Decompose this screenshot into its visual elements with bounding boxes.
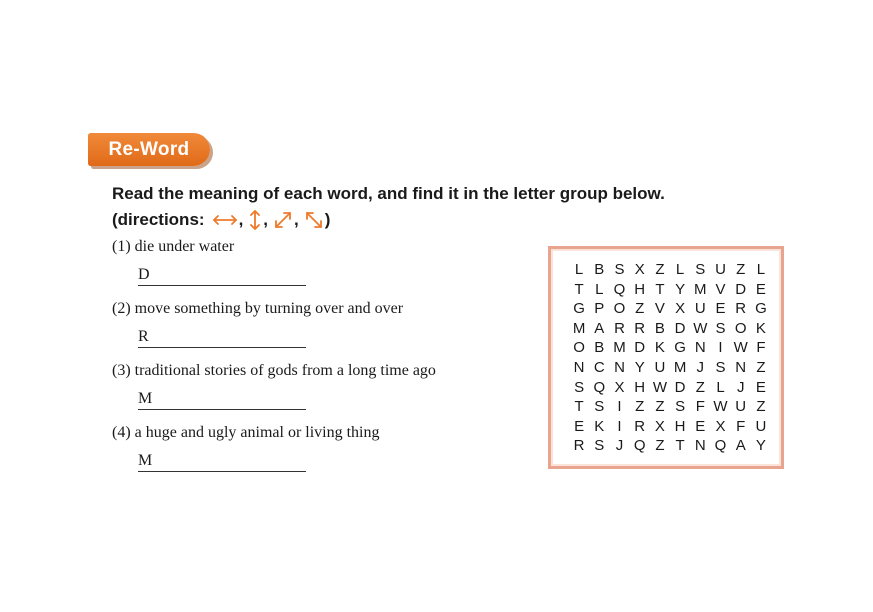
grid-letter[interactable]: V bbox=[715, 280, 726, 298]
grid-letter[interactable]: X bbox=[675, 300, 686, 318]
grid-letter[interactable]: H bbox=[634, 378, 646, 396]
grid-letter[interactable]: N bbox=[694, 339, 706, 357]
grid-letter[interactable]: D bbox=[634, 339, 646, 357]
grid-letter[interactable]: J bbox=[696, 358, 705, 376]
grid-letter[interactable]: R bbox=[735, 300, 747, 318]
grid-letter[interactable]: K bbox=[654, 339, 665, 357]
question-3: (3) traditional stories of gods from a long time ago bbox=[112, 362, 436, 379]
grid-letter[interactable]: Q bbox=[714, 437, 727, 455]
grid-letter[interactable]: I bbox=[718, 339, 723, 357]
grid-letter[interactable]: L bbox=[716, 378, 725, 396]
grid-letter[interactable]: T bbox=[574, 280, 584, 298]
grid-letter[interactable]: I bbox=[617, 417, 622, 435]
grid-letter[interactable]: D bbox=[735, 280, 747, 298]
grid-letter[interactable]: L bbox=[756, 261, 766, 278]
directions-separator: , bbox=[263, 210, 269, 229]
letter-grid bbox=[569, 260, 771, 456]
directions-suffix: ) bbox=[324, 210, 331, 229]
grid-letter[interactable]: N bbox=[573, 358, 585, 376]
grid-letter[interactable]: X bbox=[715, 417, 726, 435]
grid-letter[interactable]: Z bbox=[635, 300, 645, 318]
grid-letter[interactable]: H bbox=[674, 417, 686, 435]
grid-letter[interactable]: N bbox=[735, 358, 747, 376]
grid-letter[interactable]: U bbox=[694, 300, 706, 318]
grid-letter[interactable]: K bbox=[594, 417, 605, 435]
grid-letter[interactable]: A bbox=[594, 319, 605, 337]
grid-letter[interactable]: V bbox=[654, 300, 665, 318]
grid-letter[interactable]: R bbox=[634, 319, 646, 337]
grid-letter[interactable]: F bbox=[736, 417, 746, 435]
question-1: (1) die under water bbox=[112, 238, 235, 255]
grid-letter[interactable]: A bbox=[735, 437, 746, 455]
grid-letter[interactable]: E bbox=[715, 300, 726, 318]
grid-letter[interactable]: G bbox=[755, 300, 767, 318]
grid-letter[interactable]: Z bbox=[655, 437, 665, 455]
question-2: (2) move something by turning over and over bbox=[112, 300, 404, 317]
grid-letter[interactable]: S bbox=[715, 358, 726, 376]
grid-letter[interactable]: S bbox=[574, 378, 585, 396]
directions-separator: , bbox=[238, 210, 244, 229]
grid-letter[interactable]: Z bbox=[736, 261, 746, 278]
grid-letter[interactable]: O bbox=[734, 319, 747, 337]
grid-letter[interactable]: F bbox=[756, 339, 766, 357]
grid-letter[interactable]: O bbox=[613, 300, 626, 318]
diagonal-down-arrow-icon bbox=[304, 210, 324, 230]
grid-letter[interactable]: D bbox=[674, 378, 686, 396]
directions-separator: , bbox=[294, 210, 299, 229]
grid-letter[interactable]: Z bbox=[635, 398, 645, 416]
grid-letter[interactable]: U bbox=[654, 358, 666, 376]
grid-letter[interactable]: L bbox=[574, 261, 584, 278]
grid-letter[interactable]: S bbox=[715, 319, 726, 337]
grid-letter[interactable]: R bbox=[614, 319, 625, 337]
directions-line bbox=[112, 208, 330, 232]
grid-letter[interactable]: J bbox=[736, 378, 745, 396]
grid-letter[interactable]: W bbox=[733, 339, 748, 357]
grid-letter[interactable]: N bbox=[694, 437, 706, 455]
grid-letter[interactable]: R bbox=[634, 417, 646, 435]
grid-letter[interactable]: B bbox=[594, 339, 605, 357]
letter-grid-box bbox=[548, 246, 784, 469]
grid-letter[interactable]: G bbox=[573, 300, 585, 318]
grid-letter[interactable]: E bbox=[755, 280, 766, 298]
grid-letter[interactable]: X bbox=[614, 378, 625, 396]
horizontal-arrow-icon bbox=[212, 213, 238, 227]
grid-letter[interactable]: Z bbox=[695, 378, 705, 396]
grid-letter[interactable]: L bbox=[675, 261, 685, 278]
grid-letter[interactable]: H bbox=[634, 280, 646, 298]
grid-letter[interactable]: Q bbox=[633, 437, 646, 455]
grid-letter[interactable]: I bbox=[617, 398, 622, 416]
grid-letter[interactable]: Y bbox=[755, 437, 766, 455]
grid-letter[interactable]: O bbox=[573, 339, 585, 357]
grid-letter[interactable]: C bbox=[593, 358, 605, 376]
grid-letter[interactable]: Y bbox=[675, 280, 686, 298]
answer-blank-4[interactable]: M bbox=[138, 451, 306, 472]
re-word-badge: Re-Word bbox=[88, 133, 210, 166]
question-4: (4) a huge and ugly animal or living thing bbox=[112, 424, 380, 441]
grid-letter[interactable]: S bbox=[614, 261, 625, 278]
grid-letter[interactable]: X bbox=[654, 417, 665, 435]
grid-letter[interactable]: M bbox=[613, 339, 626, 357]
grid-letter[interactable]: L bbox=[595, 280, 604, 298]
grid-letter[interactable]: E bbox=[574, 417, 585, 435]
grid-letter[interactable]: U bbox=[755, 417, 767, 435]
grid-letter[interactable]: M bbox=[673, 358, 687, 376]
grid-letter[interactable]: S bbox=[594, 437, 605, 455]
answer-blank-2[interactable]: R bbox=[138, 327, 306, 348]
instruction-text: Read the meaning of each word, and find it in the letter group below. bbox=[112, 184, 665, 203]
grid-letter[interactable]: E bbox=[695, 417, 706, 435]
grid-letter[interactable]: M bbox=[572, 319, 586, 337]
grid-letter[interactable]: T bbox=[675, 437, 685, 455]
grid-letter[interactable]: R bbox=[573, 437, 585, 455]
grid-letter[interactable]: T bbox=[655, 280, 665, 298]
grid-letter[interactable]: B bbox=[654, 319, 665, 337]
diagonal-up-arrow-icon bbox=[273, 210, 293, 230]
answer-blank-1[interactable]: D bbox=[138, 265, 306, 286]
grid-letter[interactable]: E bbox=[755, 378, 766, 396]
directions-prefix: (directions: bbox=[112, 210, 205, 229]
grid-letter[interactable]: J bbox=[615, 437, 624, 455]
grid-letter[interactable]: S bbox=[675, 398, 686, 416]
grid-letter[interactable]: U bbox=[735, 398, 747, 416]
grid-letter[interactable]: Z bbox=[655, 398, 665, 416]
grid-letter[interactable]: F bbox=[695, 398, 705, 416]
grid-letter[interactable]: W bbox=[713, 398, 728, 416]
grid-letter[interactable]: X bbox=[634, 261, 645, 278]
grid-letter[interactable]: T bbox=[574, 398, 584, 416]
grid-letter[interactable]: K bbox=[755, 319, 766, 337]
grid-letter[interactable]: M bbox=[694, 280, 707, 298]
grid-letter[interactable]: W bbox=[693, 319, 708, 337]
grid-letter[interactable]: S bbox=[594, 398, 605, 416]
grid-letter[interactable]: P bbox=[594, 300, 605, 318]
grid-letter[interactable]: W bbox=[652, 378, 667, 396]
grid-letter[interactable]: Z bbox=[756, 358, 766, 376]
vertical-arrow-icon bbox=[248, 209, 262, 231]
grid-letter[interactable]: G bbox=[674, 339, 686, 357]
grid-letter[interactable]: B bbox=[594, 261, 605, 278]
grid-letter[interactable]: D bbox=[674, 319, 686, 337]
grid-letter[interactable]: Y bbox=[634, 358, 645, 376]
grid-letter[interactable]: U bbox=[715, 261, 726, 278]
grid-letter[interactable]: N bbox=[614, 358, 625, 376]
grid-letter[interactable]: Q bbox=[593, 378, 606, 396]
grid-letter[interactable]: S bbox=[695, 261, 706, 278]
grid-letter[interactable]: Q bbox=[613, 280, 626, 298]
grid-letter[interactable]: Z bbox=[655, 261, 665, 278]
answer-blank-3[interactable]: M bbox=[138, 389, 306, 410]
grid-letter[interactable]: Z bbox=[756, 398, 766, 416]
